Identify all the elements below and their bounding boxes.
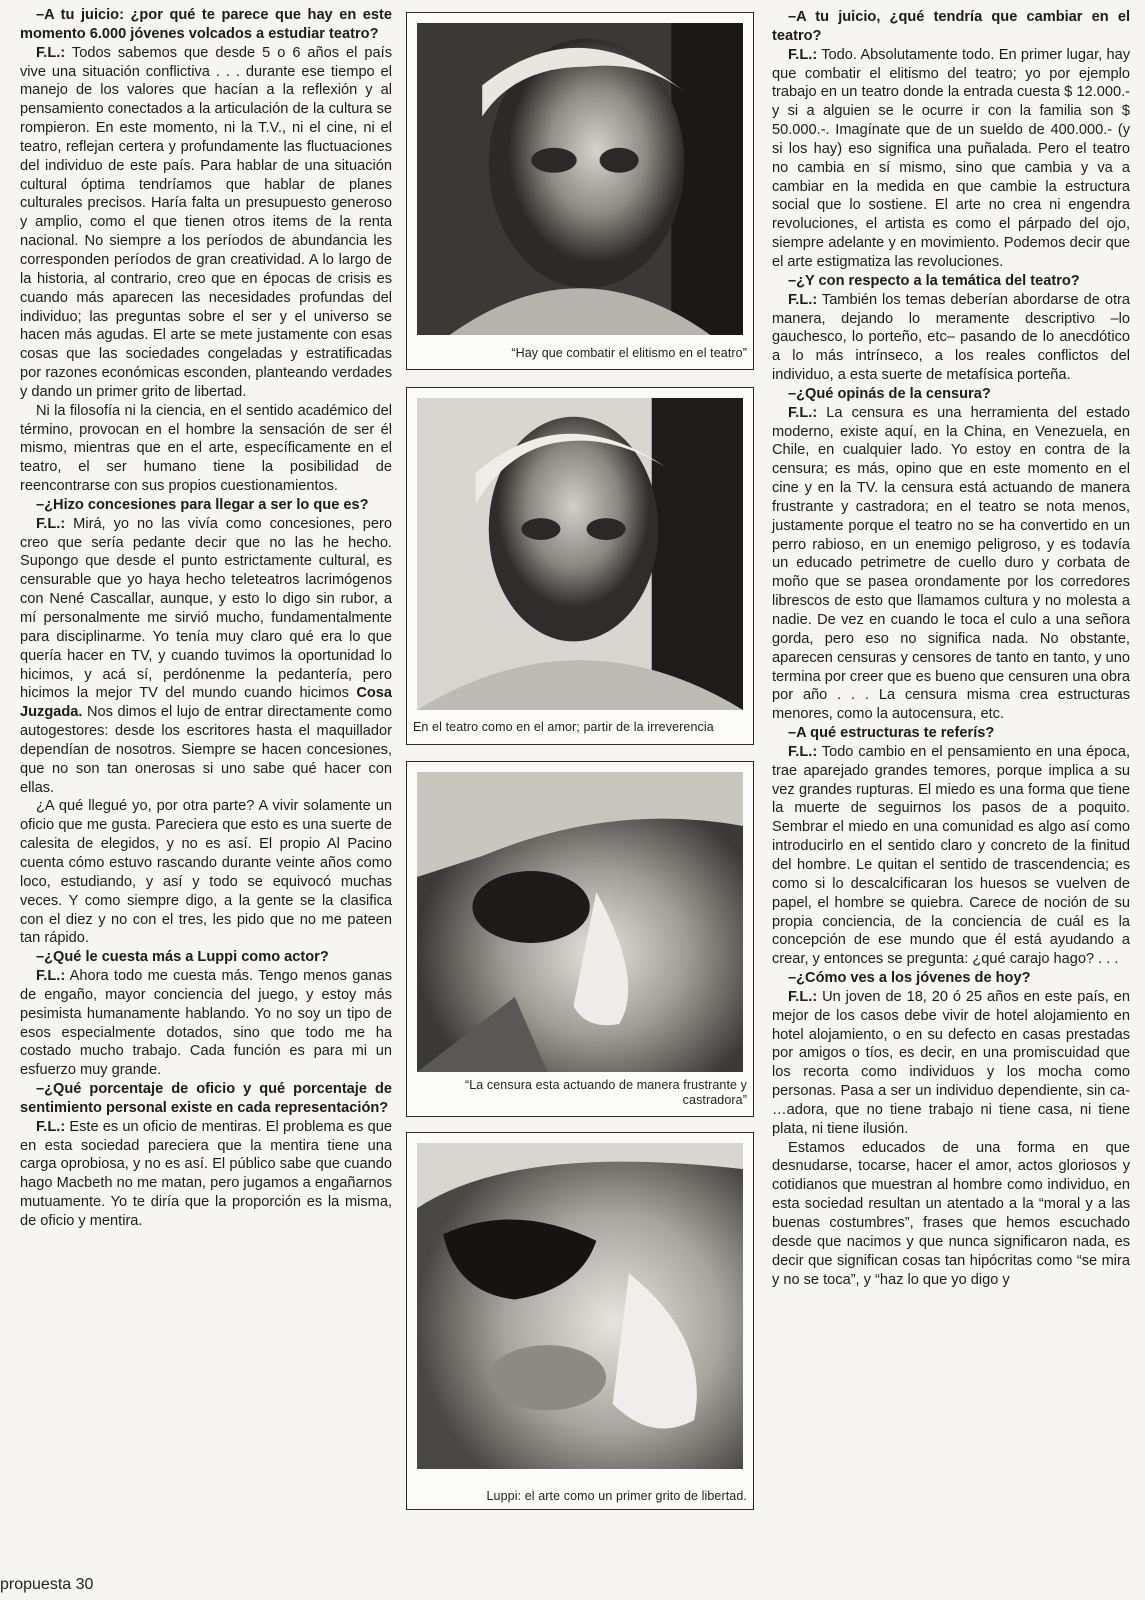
portrait-photo-3 — [417, 772, 743, 1072]
answer-text: Todo. Absolutamente todo. En primer lugar, hay que combatir el elitismo del teatro; yo por ejemplo trabajo en un teatro donde la entrada cuesta $ 12.000.- y si a alguien se le ocurre ir con la familia son $ 50.000.-. Imagínate que de un sueldo de 400.000.- (y si los hay) eso significa una puñalada. Pero el teatro no cambia en sí mismo, sino que cambia y va a cambiar en la medida en que cambie la estructura social que lo sostiene. El arte no crea ni engendra revoluciones, el artista es como el párpado del ojo, siempre adelante y en movimiento. Podemos decir que el arte estigmatiza las revoluciones. — [772, 46, 1130, 270]
photo-box-2 — [406, 387, 754, 745]
interview-answer — [20, 44, 392, 402]
answer-text: También los temas deberían abordarse de otra manera, dejando lo meramente descriptivo –lo gauchesco, lo porteño, etc– pasando de lo anecdótico a lo más intrínseco, a los reales conflictos del individuo, a esta suerte de metafísica porteña. — [772, 291, 1130, 384]
photo-caption-1: “Hay que combatir el elitismo en el teatro” — [511, 346, 747, 360]
portrait-photo-4 — [417, 1143, 743, 1469]
answer-text: La censura es una herramienta del estado moderno, existe aquí, en la China, en Venezuela, en Chile, en cualquier lado. Yo estoy en contra de la censura; es más, opino que en este momento en el cine y en la TV. la censura está actuando de manera frustrante y castradora; en el teatro se nota menos, justamente porque el teatro no se ha convertido en un perro rabioso, en un enemigo peligroso, y es todavía un educado petrimetre de cuello duro y corbata de moño que se pasea orondamente por los corredores librescos de esto que llamamos cultura y no molesta a nadie. De vez en cuando le toca el culo a una señora gorda, pero eso no significa nada. No obstante, aparecen censuras y censores de tanto en tanto, y uno termina por creer que es bueno que censuren una obra por año . . . La censura misma crea estructuras menores, como la autocensura, etc. — [772, 404, 1130, 723]
speaker-initials: F.L.: — [36, 1118, 66, 1135]
photo-box-4 — [406, 1132, 754, 1510]
speaker-initials: F.L.: — [788, 46, 818, 63]
speaker-initials: F.L.: — [788, 291, 818, 308]
photo-caption-3: “La censura esta actuando de manera frustrante y castradora” — [464, 1078, 747, 1107]
interview-question: –¿Qué le cuesta más a Luppi como actor? — [36, 949, 329, 966]
photo-caption-2: En el teatro como en el amor; partir de la irreverencia — [413, 720, 714, 734]
interview-question: –¿Hizo concesiones para llegar a ser lo que es? — [36, 496, 369, 513]
interview-answer — [20, 967, 392, 1080]
interview-answer — [772, 404, 1130, 724]
interview-question: –¿Qué opinás de la censura? — [788, 385, 991, 402]
speaker-initials: F.L.: — [788, 988, 818, 1005]
article-column-right — [772, 8, 1130, 1289]
body-paragraph: Estamos educados de una forma en que desnudarse, tocarse, hacer el amor, actos gloriosos y cotidianos que muestran al hombre como individuo, en esta sociedad resultan un atentado a la “moral y a las buenas costumbres”, frases que hemos escuchado desde que nacimos y que nunca significaron nada, es decir que significan cosas tan hipócritas como “se mira y no se toca”, y “haz lo que yo digo y — [772, 1139, 1130, 1288]
answer-text: Todos sabemos que desde 5 o 6 años el país vive una situación conflictiva . . . durante ese tiempo el manejo de los valores que hacían a la reflexión y al pensamiento conectados a la articulación de la cultura se rompieron. En este momento, ni la T.V., ni el cine, ni el teatro, reflejan certera y profundamente las fluctuaciones del individuo de este país. Para hablar de una situación cultural óptima tendríamos que hablar de planes culturales precisos. Haría falta un presupuesto generoso y amplio, como el que tienen otros items de la renta nacional. No siempre a los períodos de abundancia les corresponden períodos de gran creatividad. A lo largo de la historia, al contrario, creo que en épocas de crisis es cuando más aparecen las necesidades profundas del individuo; las preguntas sobre el ser y el universo se hacen más agudas. El arte se mete justamente con esas cosas que las sociedades congeladas y estratificadas por razones económicas esconden, planteando verdades y dando un primer grito de libertad. — [20, 44, 392, 400]
interview-question: –A tu juicio: ¿por qué te parece que hay en este momento 6.000 jóvenes volcados a estudiar teatro? — [20, 7, 392, 42]
portrait-photo-2 — [417, 398, 743, 710]
portrait-photo-1 — [417, 23, 743, 335]
answer-text: Un joven de 18, 20 ó 25 años en este país, en mejor de los casos debe vivir de hotel alojamiento en hotel alojamiento, o en su defecto en casas prestadas por amigos o tíos, es decir, en una promiscuidad que los recorta como individuos y los mocha como personas. Pasa a ser un individuo dependiente, sin ca- …adora, que no tiene trabajo ni tiene casa, ni tiene plata, ni tiene ilusión. — [772, 988, 1130, 1137]
interview-question: –¿Cómo ves a los jóvenes de hoy? — [788, 970, 1031, 987]
interview-question: –¿Y con respecto a la temática del teatro? — [788, 272, 1080, 289]
interview-answer — [772, 743, 1130, 969]
program-title: Cosa Juzgada. — [20, 685, 392, 721]
interview-answer — [20, 1118, 392, 1231]
article-column-left — [20, 6, 392, 1231]
interview-answer — [772, 46, 1130, 272]
answer-text: Ahora todo me cuesta más. Tengo menos ganas de engaño, mayor conciencia del juego, y estoy más pesimista humanamente hablando. Yo no soy un tipo de esos especialmente dotados, sino que todo me ha costado mucho trabajo. Cada función es para mi un esfuerzo muy grande. — [20, 968, 392, 1079]
interview-question: –A qué estructuras te referís? — [788, 725, 995, 742]
photo-box-3 — [406, 761, 754, 1117]
answer-text: Mirá, yo no las vivía como concesiones, pero creo que sería pedante decir que no las he hecho. Supongo que desde el punto estrictamente cultural, es censurable que yo haya hecho teleteatros lacrimógenos con Nené Cascallar, aunque, y esto lo digo sin rubor, a mí personalmente me sirvió mucho, fundamentalmente para disciplinarme. Yo tenía muy claro qué era lo que quería hacer en TV, y cuando tuvimos la oportunidad lo hicimos, y acá sí, perdónenme la pedantería, pero hicimos la mejor TV del mundo cuando hicimos — [20, 515, 392, 702]
interview-question: –¿Qué porcentaje de oficio y qué porcentaje de sentimiento personal existe en cada representación? — [20, 1081, 392, 1116]
answer-text-continued: Nos dimos el lujo de entrar directamente como autogestores: desde los escritores hasta el maquillador dependían de nosotros. Siempre se hacen concesiones, que no son tan onerosas si uno sabe qué hacer con ellas. — [20, 704, 392, 796]
interview-answer — [20, 515, 392, 798]
interview-answer — [772, 988, 1130, 1139]
answer-text: Todo cambio en el pensamiento en una época, trae aparejado grandes temores, porque implica a su vez grandes rupturas. El miedo es una forma que tiene la muerte de seguirnos los pasos de a poquito. Sembrar el miedo en una comunidad es algo así como introducirlo en el sentido claro y concreto de la finitud del hombre. Le quitan el sentido de trascendencia; es como si lo descalcificaran los huesos se vuelven de papel, el hombre se quiebra. Carece de noción de su propia conciencia, de la conciencia de cuál es la concepción de ese mundo que él está ayudando a crear, y entonces se pregunta: ¿qué carajo hago? . . . — [772, 743, 1130, 968]
photo-box-1 — [406, 12, 754, 370]
interview-answer — [772, 291, 1130, 385]
interview-question: –A tu juicio, ¿qué tendría que cambiar en el teatro? — [772, 9, 1130, 44]
page-footer: propuesta 30 — [0, 1576, 94, 1593]
speaker-initials: F.L.: — [36, 44, 66, 61]
speaker-initials: F.L.: — [788, 743, 818, 760]
body-paragraph: ¿A qué llegué yo, por otra parte? A vivir solamente un oficio que me gusta. Pareciera que esto es una suerte de calesita de elegidos, y no es así. El propio Al Pacino cuenta cómo estuvo rascando durante veinte años como loco, estudiando, y así y todo se equivocó muchas veces. Y como siempre digo, a la gente se la clasifica con el diez y no con el tres, les pido que no me pateen tan rápido. — [20, 798, 392, 947]
speaker-initials: F.L.: — [36, 515, 66, 532]
speaker-initials: F.L.: — [36, 968, 66, 985]
body-paragraph: Ni la filosofía ni la ciencia, en el sentido académico del término, provocan en el hombre la sensación de ser él mismo, mientras que en el arte, específicamente en el teatro, el ser humano tiene la posibilidad de reencontrarse con sus propios cuestionamientos. — [20, 402, 392, 495]
photo-caption-4: Luppi: el arte como un primer grito de libertad. — [486, 1489, 747, 1503]
answer-text: Este es un oficio de mentiras. El problema es que en esta sociedad pareciera que la mentira tiene una carga oprobiosa, y no es así. El público sabe que cuando hago Macbeth no me matan, pero jugamos a engañarnos mutuamente. Yo te diría que la proporción es la misma, de oficio y mentira. — [20, 1118, 392, 1229]
speaker-initials: F.L.: — [788, 404, 818, 421]
